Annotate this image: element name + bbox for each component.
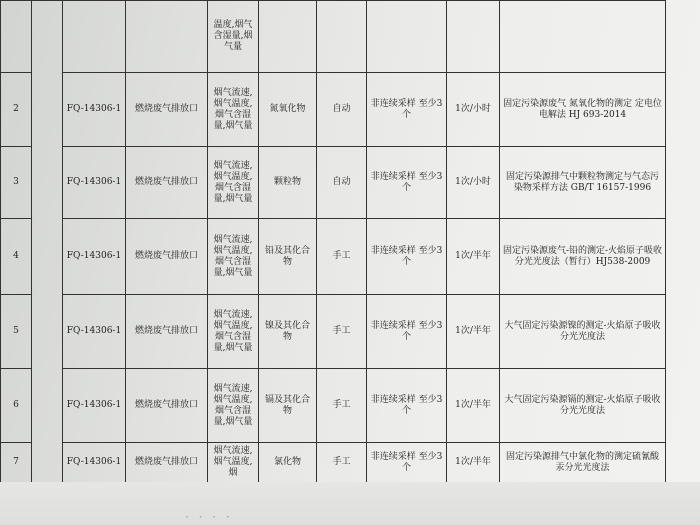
pollutant-cell: 镍及其化合物 bbox=[259, 295, 317, 369]
params-cell: 烟气流速,烟气温度,烟气含湿量,烟气量 bbox=[208, 147, 259, 219]
page-bottom-margin bbox=[0, 482, 700, 525]
mode-cell: 手工 bbox=[317, 369, 367, 443]
table-row bbox=[1, 369, 666, 443]
sampling-cell bbox=[367, 1, 447, 73]
pollutant-cell: 铅及其化合物 bbox=[259, 219, 317, 295]
outlet-cell: 燃烧废气排放口 bbox=[126, 443, 208, 483]
mode-cell: 自动 bbox=[317, 73, 367, 147]
outlet-cell: 燃烧废气排放口 bbox=[126, 147, 208, 219]
no-cell: 4 bbox=[1, 219, 32, 295]
frequency-cell: 1次/半年 bbox=[447, 219, 500, 295]
params-cell: 烟气流速,烟气温度,烟气含湿量,烟气量 bbox=[208, 295, 259, 369]
method-cell: 大气固定污染源镉的测定-火焰原子吸收分光光度法 bbox=[500, 369, 666, 443]
method-cell bbox=[500, 1, 666, 73]
no-cell bbox=[1, 1, 32, 73]
outlet-cell: 燃烧废气排放口 bbox=[126, 73, 208, 147]
frequency-cell: 1次/半年 bbox=[447, 295, 500, 369]
stamp-fragment: · · · · bbox=[185, 510, 233, 524]
pollutant-cell bbox=[259, 1, 317, 73]
code-cell: FQ-14306-1 bbox=[63, 443, 126, 483]
method-cell: 固定污染源废气-铅的测定-火焰原子吸收分光光度法（暂行）HJ538-2009 bbox=[500, 219, 666, 295]
sampling-cell: 非连续采样 至少3个 bbox=[367, 73, 447, 147]
method-cell: 大气固定污染源镍的测定-火焰原子吸收分光光度法 bbox=[500, 295, 666, 369]
method-cell: 固定污染源废气 氮氧化物的测定 定电位电解法 HJ 693-2014 bbox=[500, 73, 666, 147]
method-cell: 固定污染源排气中氯化物的测定硫氰酸汞分光光度法 bbox=[500, 443, 666, 483]
sampling-cell: 非连续采样 至少3个 bbox=[367, 443, 447, 483]
outlet-cell bbox=[126, 1, 208, 73]
no-cell: 3 bbox=[1, 147, 32, 219]
mode-cell: 手工 bbox=[317, 443, 367, 483]
no-cell: 7 bbox=[1, 443, 32, 483]
sampling-cell: 非连续采样 至少3个 bbox=[367, 295, 447, 369]
outlet-cell: 燃烧废气排放口 bbox=[126, 369, 208, 443]
outlet-cell: 燃烧废气排放口 bbox=[126, 295, 208, 369]
table-row bbox=[1, 443, 666, 483]
frequency-cell: 1次/小时 bbox=[447, 147, 500, 219]
params-cell: 烟气流速,烟气温度,烟 bbox=[208, 443, 259, 483]
pollutant-cell: 镉及其化合物 bbox=[259, 369, 317, 443]
method-cell: 固定污染源排气中颗粒物测定与气态污染物采样方法 GB/T 16157-1996 bbox=[500, 147, 666, 219]
mode-cell bbox=[317, 1, 367, 73]
table-row bbox=[1, 295, 666, 369]
code-cell: FQ-14306-1 bbox=[63, 295, 126, 369]
pollutant-cell: 颗粒物 bbox=[259, 147, 317, 219]
code-cell bbox=[63, 1, 126, 73]
table-row bbox=[1, 147, 666, 219]
pollutant-cell: 氮氧化物 bbox=[259, 73, 317, 147]
no-cell: 6 bbox=[1, 369, 32, 443]
code-cell: FQ-14306-1 bbox=[63, 147, 126, 219]
params-cell: 温度,烟气含湿量,烟气量 bbox=[208, 1, 259, 73]
sampling-cell: 非连续采样 至少3个 bbox=[367, 369, 447, 443]
code-cell: FQ-14306-1 bbox=[63, 369, 126, 443]
no-cell: 2 bbox=[1, 73, 32, 147]
sampling-cell: 非连续采样 至少3个 bbox=[367, 219, 447, 295]
frequency-cell bbox=[447, 1, 500, 73]
params-cell: 烟气流速,烟气温度,烟气含湿量,烟气量 bbox=[208, 369, 259, 443]
params-cell: 烟气流速,烟气温度,烟气含湿量,烟气量 bbox=[208, 219, 259, 295]
mode-cell: 手工 bbox=[317, 295, 367, 369]
code-cell: FQ-14306-1 bbox=[63, 73, 126, 147]
params-cell: 烟气流速,烟气温度,烟气含湿量,烟气量 bbox=[208, 73, 259, 147]
table-row bbox=[1, 1, 666, 73]
table-row bbox=[1, 73, 666, 147]
frequency-cell: 1次/半年 bbox=[447, 369, 500, 443]
table-row bbox=[1, 219, 666, 295]
mode-cell: 手工 bbox=[317, 219, 367, 295]
frequency-cell: 1次/小时 bbox=[447, 73, 500, 147]
outlet-cell: 燃烧废气排放口 bbox=[126, 219, 208, 295]
code-cell: FQ-14306-1 bbox=[63, 219, 126, 295]
no-cell: 5 bbox=[1, 295, 32, 369]
pollutant-cell: 氯化物 bbox=[259, 443, 317, 483]
mode-cell: 自动 bbox=[317, 147, 367, 219]
frequency-cell: 1次/半年 bbox=[447, 443, 500, 483]
sampling-cell: 非连续采样 至少3个 bbox=[367, 147, 447, 219]
merged-blank-column bbox=[32, 1, 63, 483]
